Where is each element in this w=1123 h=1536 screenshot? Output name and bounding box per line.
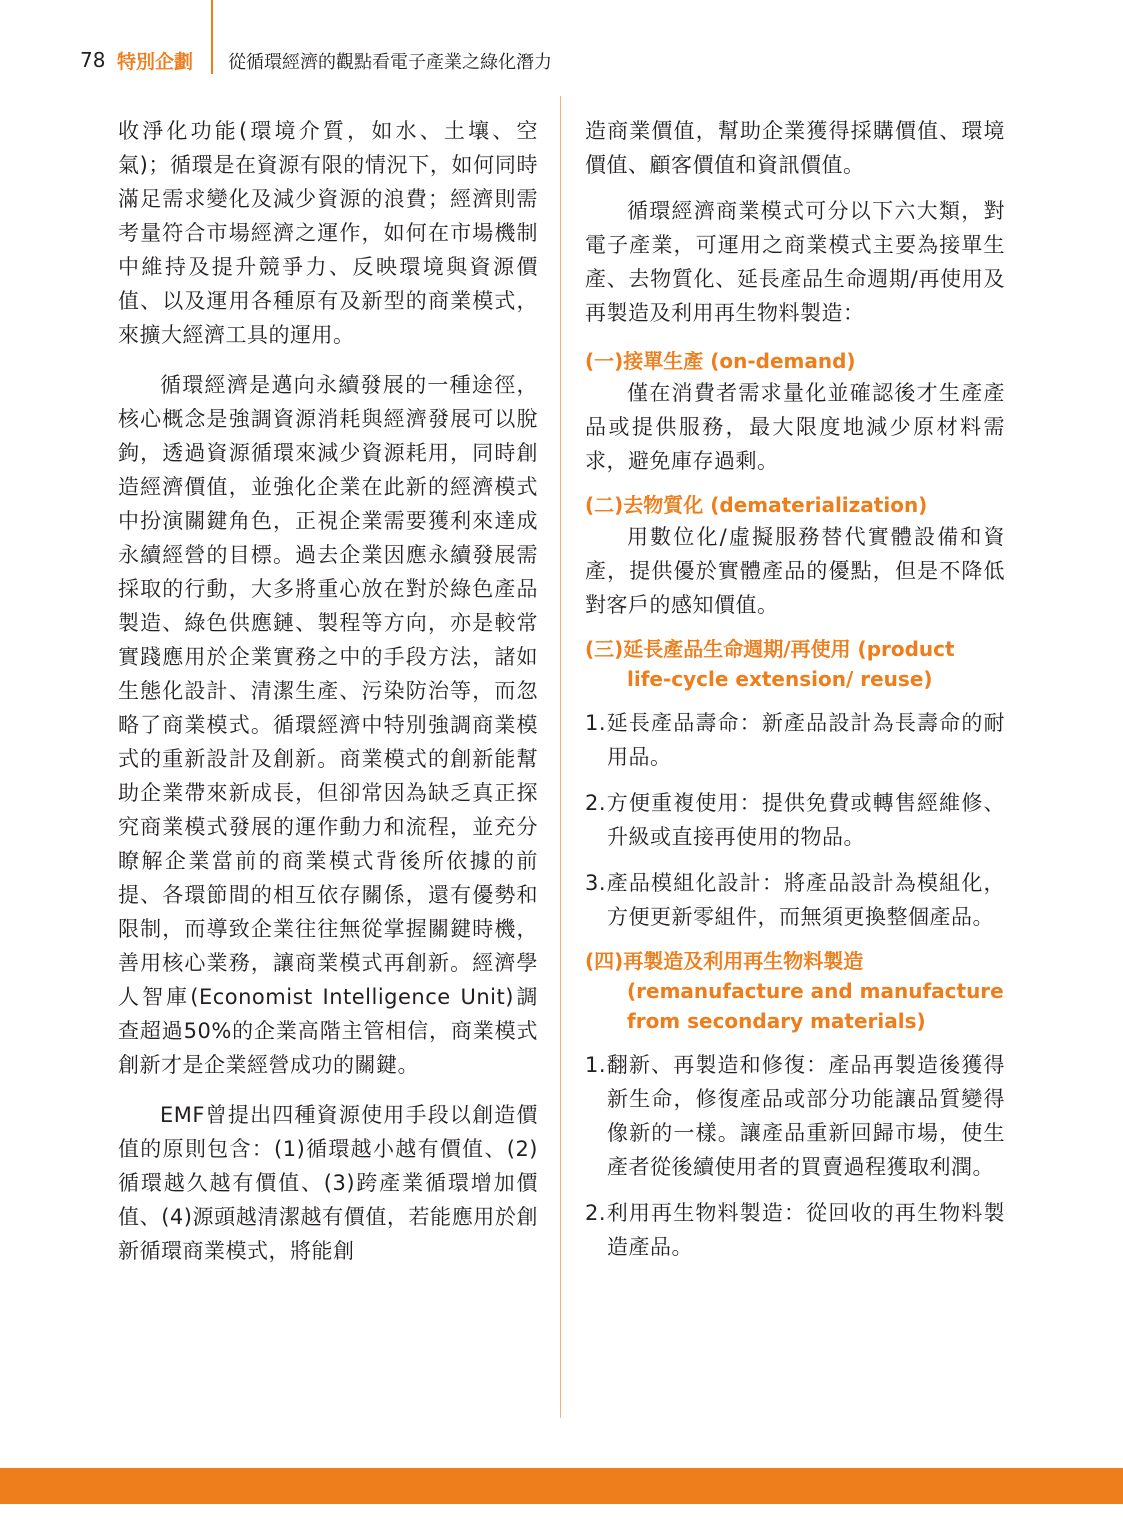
list-item: 2.方便重複使用：提供免費或轉售經維修、升級或直接再使用的物品。 — [585, 791, 1005, 849]
list-item: 1.延長產品壽命：新產品設計為長壽命的耐用品。 — [585, 711, 1005, 769]
article-title: 從循環經濟的觀點看電子產業之綠化潛力 — [228, 52, 552, 73]
paragraph: 循環經濟是邁向永續發展的一種途徑，核心概念是強調資源消耗與經濟發展可以脫鉤，透過資源循環來減少資源耗用，同時創造經濟價值，並強化企業在此新的經濟模式中扮演關鍵角色，正視企業需要獲利來達成永續經營的目標。過去企業因應永續發展需採取的行動，大多將重心放在對於綠色產品製造、綠色供應鏈、製程等方向，亦是較常實踐應用於企業實務之中的手段方法，諸如生態化設計、清潔生產、污染防治等，而忽略了商業模式。循環經濟中特別強調商業模式的重新設計及創新。商業模式的創新能幫助企業帶來新成長，但卻常因為缺乏真正探究商業模式發展的運作動力和流程，並充分瞭解企業當前的商業模式背後所依據的前提、各環節間的相互依存關係，還有優勢和限制，而導致企業往往無從掌握關鍵時機，善用核心業務，讓商業模式再創新。經濟學人智庫(Economist Intelligence Unit)調查超過50%的企業高階主管相信，商業模式創新才是企業經營成功的關鍵。 — [118, 373, 538, 1077]
column-divider — [560, 96, 561, 1418]
paragraph: 造商業價值，幫助企業獲得採購價值、環境價值、顧客價值和資訊價值。 — [585, 119, 1005, 177]
paragraph: 僅在消費者需求量化並確認後才生產產品或提供服務，最大限度地減少原材料需求，避免庫存過剩。 — [585, 381, 1005, 473]
left-column — [118, 114, 538, 1268]
section-heading-on-demand: (一)接單生產 (on-demand) — [585, 349, 856, 373]
page-number: 78 — [80, 48, 106, 72]
page-header — [0, 0, 1123, 100]
section-heading-remanufacture: (四)再製造及利用再生物料製造 (remanufacture and manufacture from secondary materials) — [585, 949, 1004, 1033]
list-item: 3.產品模組化設計：將產品設計為模組化，方便更新零組件，而無須更換整個產品。 — [585, 871, 1005, 929]
section-heading-dematerialization: (二)去物質化 (dematerialization) — [585, 493, 928, 517]
paragraph: EMF曾提出四種資源使用手段以創造價值的原則包含：(1)循環越小越有價值、(2)循環越久越有價值、(3)跨產業循環增加價值、(4)源頭越清潔越有價值，若能應用於創新循環商業模式，將能創 — [118, 1103, 538, 1263]
paragraph: 用數位化/虛擬服務替代實體設備和資產，提供優於實體產品的優點，但是不降低對客戶的感知價值。 — [585, 525, 1005, 617]
list-item: 2.利用再生物料製造：從回收的再生物料製造產品。 — [585, 1201, 1005, 1259]
list-item: 1.翻新、再製造和修復：產品再製造後獲得新生命，修復產品或部分功能讓品質變得像新的一樣。讓產品重新回歸市場，使生產者從後續使用者的買賣過程獲取利潤。 — [585, 1053, 1005, 1179]
paragraph: 循環經濟商業模式可分以下六大類，對電子產業，可運用之商業模式主要為接單生產、去物質化、延長產品生命週期/再使用及再製造及利用再生物料製造： — [585, 199, 1005, 325]
section-heading-life-cycle-extension: (三)延長產品生命週期/再使用 (product life-cycle extension/ reuse) — [585, 637, 955, 691]
right-column — [585, 114, 1005, 1264]
footer-bar — [0, 1468, 1123, 1504]
section-tag: 特別企劃 — [117, 51, 194, 73]
paragraph: 收淨化功能(環境介質，如水、土壤、空氣)；循環是在資源有限的情況下，如何同時滿足需求變化及減少資源的浪費；經濟則需考量符合市場經濟之運作，如何在市場機制中維持及提升競爭力、反映環境與資源價值、以及運用各種原有及新型的商業模式，來擴大經濟工具的運用。 — [118, 119, 538, 347]
header-divider — [211, 0, 213, 74]
